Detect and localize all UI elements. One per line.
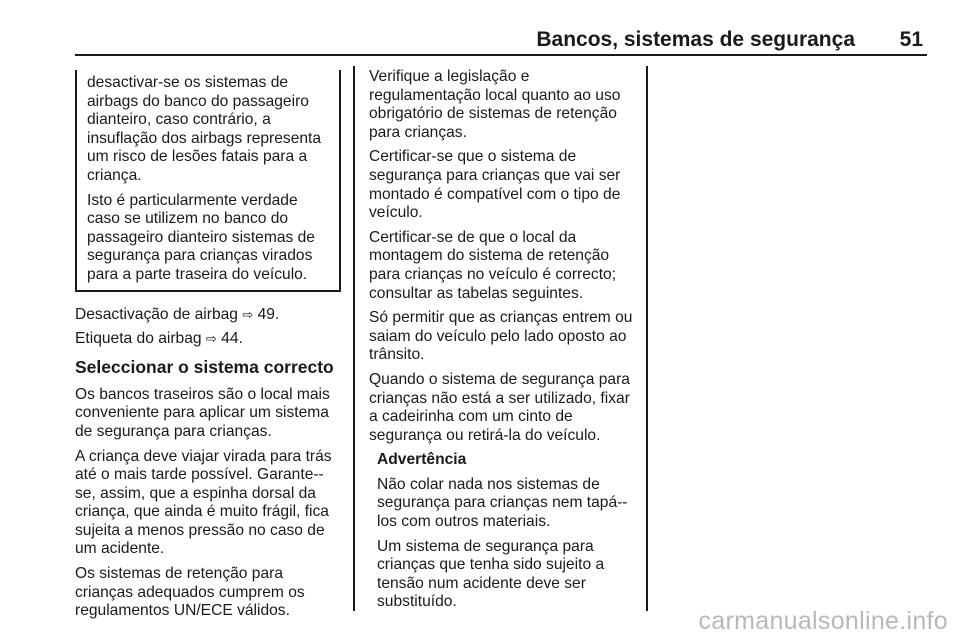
column-divider-right <box>646 66 648 611</box>
cross-reference <box>75 306 341 325</box>
arrow-right-icon: ⇨ <box>242 306 254 322</box>
body-paragraph: Quando o sistema de segurança para crianças não está a ser utilizado, fixar a cadeirinha com um cinto de segurança ou retirá-la do veículo. <box>369 370 630 444</box>
body-paragraph: Os sistemas de retenção para crianças adequados cumprem os regulamentos UN/ECE válidos. <box>75 565 305 620</box>
warning-paragraph: Isto é particularmente verdade caso se utilizem no banco do passageiro dianteiro sistemas de segurança para crianças virados para a parte traseira do veículo. <box>87 191 315 283</box>
cross-reference-page: 49. <box>257 305 280 323</box>
body-paragraph: Verifique a legislação e regulamentação local quanto ao uso obrigatório de sistemas de retenção para crianças. <box>369 68 621 141</box>
cross-reference-text: Etiqueta do airbag <box>75 330 202 348</box>
warning-block <box>369 451 635 612</box>
arrow-right-icon: ⇨ <box>205 331 217 347</box>
watermark: carmanualsonline.info <box>698 607 948 635</box>
warning-title: Advertência <box>377 451 467 469</box>
column-divider-left <box>353 66 355 611</box>
warning-box-continued <box>75 70 341 292</box>
warning-paragraph: Um sistema de segurança para crianças que tenha sido sujeito a tensão num acidente deve ser substituído. <box>377 537 605 611</box>
left-column <box>75 70 341 627</box>
body-paragraph: Certificar-se que o sistema de segurança para crianças que vai ser montado é compatível com o tipo de veículo. <box>369 148 621 222</box>
cross-reference-text: Desactivação de airbag <box>75 305 238 323</box>
page-title: Bancos, sistemas de segurança <box>536 28 855 51</box>
warning-paragraph: Não colar nada nos sistemas de segurança para crianças nem tapá--los com outros materiais. <box>377 475 628 531</box>
cross-reference-page: 44. <box>221 330 243 348</box>
header-rule <box>75 54 927 56</box>
page-number: 51 <box>899 28 923 51</box>
middle-column <box>369 68 635 618</box>
body-paragraph: Os bancos traseiros são o local mais conveniente para aplicar um sistema de segurança para crianças. <box>75 385 330 440</box>
page-header <box>75 26 927 56</box>
section-heading: Seleccionar o sistema correcto <box>75 356 334 377</box>
body-paragraph: A criança deve viajar virada para trás até o mais tarde possível. Garante--se, assim, que a espinha dorsal da criança, que ainda é muito frágil, fica sujeita a menos pressão no caso de um acidente. <box>75 447 332 558</box>
cross-reference <box>75 330 341 349</box>
body-paragraph: Certificar-se de que o local da montagem do sistema de retenção para crianças no veículo é correcto; consultar as tabelas seguintes. <box>369 228 617 302</box>
body-paragraph: Só permitir que as crianças entrem ou saiam do veículo pelo lado oposto ao trânsito. <box>369 309 633 364</box>
warning-paragraph: desactivar-se os sistemas de airbags do banco do passageiro dianteiro, caso contrário, a insuflação dos airbags representa um risco de lesões fatais para a criança. <box>87 74 322 184</box>
